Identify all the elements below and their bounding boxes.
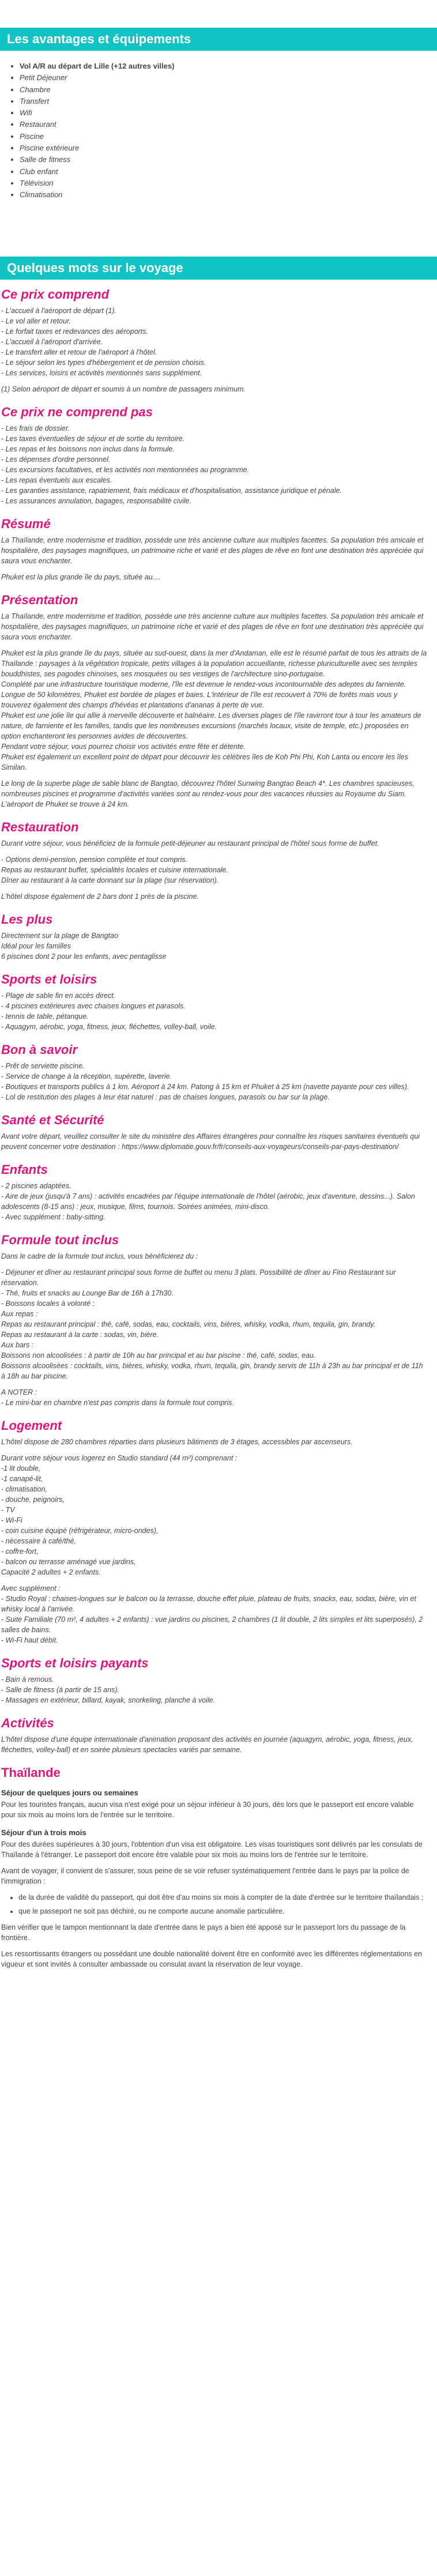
text-sejour-long: Pour des durées supérieures à 30 jours, l'obtention d'un visa est obligatoire. Les visas touristiques sont délivrés par les consulats de Thaïlande à l'étranger. Le passeport doit encore être valable pour six mois au moins lors de l'entrée sur le territoire. [1,1840,423,1859]
text-line: Avec supplément : [1,1584,61,1592]
text-line: - Wi-Fi [1,1516,22,1524]
text-line: Pendant votre séjour, vous pourrez choisir vos activités entre fête et détente. [1,743,246,751]
text-line: - Thé, fruits et snacks au Lounge Bar de 16h à 17h30. [1,1289,174,1297]
text-line: Repas au restaurant à la carte : sodas, vin, bière. [1,1331,159,1339]
text-line: - Les repas éventuels aux escales. [1,476,112,484]
text-line: Avant votre départ, veuillez consulter le site du ministère des Affaires étrangères pour connaître les risques sanitaires éventuels qui peuvent concerner votre destination : https://www.diplomatie.gouv.fr/fr/conseils-aux-voyageurs/conseils-par-pays-destination/ [1,1132,420,1151]
text-line: - Aquagym, aérobic, yoga, fitness, jeux, fléchettes, volley-ball, voile. [1,1023,217,1031]
text-line [1,642,428,648]
heading-resume: Résumé [1,517,51,531]
text-sejour-court: Pour les touristes français, aucun visa n'est exigé pour un séjour inférieur à 30 jours, dès lors que le passeport est encore valable pour six mois au moins lors de l'entrée sur le territoire. [1,1801,414,1819]
text-line: A NOTER : [1,1388,37,1396]
text-line: Phuket est également un excellent point de départ pour découvrir les célèbres îles de Koh Phi Phi, Koh Lanta ou encore les îles Similan. [1,753,408,771]
text-line: L'hôtel dispose de 280 chambres réparties dans plusieurs bâtiments de 3 étages, accessibles par ascenseurs. [1,1438,353,1446]
passport-conditions-list [1,1892,428,1916]
amenity-item: • Chambre [20,84,174,96]
amenity-item: • Télévision [20,178,174,189]
heading-les-plus: Les plus [1,912,53,927]
text-line: - 2 piscines adaptées. [1,1182,71,1190]
text-line: - Studio Royal : chaises-longues sur le balcon ou la terrasse, douche effet pluie, plateau de fruits, snacks, eau, sodas, bière, vin et whisky local à l'arrivée. [1,1595,416,1613]
text-line: - Lol de restitution des plages à leur état naturel : pas de chaises longues, parasols ou bar sur la plage. [1,1093,330,1101]
section-header-avantages: Les avantages et équipements [0,28,437,51]
text-line: La Thaïlande, entre modernisme et tradition, possède une très ancienne culture aux multiples facettes. Sa population très amicale et hospitalière, des paysages magnifiques, un patrimoine riche et varié et des plages de rêve en font une destination très appréciée qui saura vous enchanter. [1,612,424,641]
heading-formule-tout-inclus: Formule tout inclus [1,1233,119,1247]
text-line: Directement sur la plage de Bangtao [1,932,118,940]
text-line: Phuket est la plus grande île du pays, située au.... [1,573,161,581]
heading-logement: Logement [1,1418,62,1433]
text-line: - Les taxes éventuelles de séjour et de sortie du territoire. [1,435,185,443]
text-line: - Massages en extérieur, billard, kayak, snorkeling, planche à voile. [1,1696,216,1704]
text-ressortissants: Les ressortissants étrangers ou possédant une double nationalité doivent être en conformité avec les différentes réglementations en vigueur et sont invités à consulter ambassade ou consulat avant la réservation de leur voyage. [1,1950,423,1968]
heading-bon-a-savoir: Bon à savoir [1,1042,78,1057]
text-line [1,1381,428,1387]
heading-thailande: Thaïlande [1,1765,61,1780]
text-line: - Wi-Fi haut débit. [1,1636,58,1644]
text-line: - Les frais de dossier. [1,424,70,432]
amenity-item: • Club enfant [20,166,174,178]
text-line: - L'accueil à l'aéroport de départ (1). [1,307,117,315]
text-line: Dîner au restaurant à la carte donnant sur la plage (sur réservation). [1,876,219,884]
heading-activites: Activités [1,1716,54,1730]
amenity-item: • Restaurant [20,119,174,130]
text-line: Durant votre séjour vous logerez en Studio standard (44 m²) comprenant : [1,1454,238,1462]
text-line: Boissons non alcoolisées : à partir de 10h au bar principal et au bar piscine : thé, café, sodas, eau. [1,1351,316,1359]
text-line: Repas au restaurant principal : thé, café, sodas, eau, cocktails, vins, bières, whisky, vodka, rhum, tequila, gin, brandy. [1,1320,376,1328]
text-line [1,1261,428,1267]
text-line: Repas au restaurant buffet, spécialités locales et cuisine internationale. [1,866,228,874]
text-line: - Boissons locales à volonté : [1,1300,95,1308]
text-line: Capacité 2 adultes + 2 enfants. [1,1568,101,1576]
heading-enfants: Enfants [1,1162,48,1177]
text-line: 6 piscines dont 2 pour les enfants, avec pentaglisse [1,952,167,961]
text-line: Longue de 50 kilomètres, Phuket est bordée de plages et baies. L'intérieur de l'île est recouvert à 70% de forêts mais vous y trouverez également des champs d'hévéas et plantations d'ananas à perte de vue. [1,691,398,709]
text-line: - Le séjour selon les types d'hébergement et de pension choisis. [1,359,206,367]
section-header-voyage: Quelques mots sur le voyage [0,257,437,280]
heading-ce-prix-comprend: Ce prix comprend [1,287,110,302]
subheading-sejour-long: Séjour d'un à trois mois [1,1828,86,1837]
amenity-item: • Wifi [20,107,174,119]
text-line: Le long de la superbe plage de sable blanc de Bangtao, découvrez l'hôtel Sunwing Bangtao Beach 4*. Les chambres spacieuses, nombreuses piscines et programme d'activités variées sont au rendez-vous pour des vacances réussies au Royaume du Siam. L'aéroport de Phuket se trouve à 24 km. [1,779,415,808]
text-line: - 4 piscines extérieures avec chaises longues et parasols. [1,1002,186,1010]
text-line: Aux repas : [1,1310,38,1318]
amenities-list [0,61,174,201]
text-line: - Prêt de serviette piscine. [1,1062,85,1070]
text-line [1,1447,428,1453]
text-line: L'hôtel dispose d'une équipe internationale d'animation proposant des activités en journée (aquagym, aérobic, yoga, fitness, jeux, fléchettes, volley-ball) et en soirée plusieurs spectacles variés par semaine. [1,1735,413,1754]
text-line [1,886,428,891]
text-line: - coin cuisine équipé (réfrigérateur, micro-ondes), [1,1527,159,1535]
text-line: -1 canapé-lit, [1,1475,43,1483]
text-line: - Le transfert aller et retour de l'aéroport à l'hôtel. [1,348,157,356]
text-line: - Les dépenses d'ordre personnel. [1,455,111,464]
text-line: Idéal pour les familles [1,942,71,950]
text-line: - Aire de jeux (jusqu'à 7 ans) : activités encadrées par l'équipe internationale de l'hôtel (aérobic, jeux d'aventure, dessins...). Salon adolescents (8-15 ans) : jeux, musique, films, tournois. Soirées animées, mini-disco. [1,1192,415,1211]
text-line: Complété par une infrastructure touristique moderne, l'île est devenue le rendez-vous incontournable des adeptes du farniente. [1,680,406,688]
text-line [1,1577,428,1583]
amenity-item: • Transfert [20,96,174,107]
text-line: La Thaïlande, entre modernisme et tradition, possède une très ancienne culture aux multiples facettes. Sa population très amicale et hospitalière, des paysages magnifiques, un patrimoine riche et varié et des plages de rêve en font une destination très appréciée qui saura vous enchanter. [1,536,424,565]
amenity-item: • Piscine [20,131,174,142]
amenity-item: • Climatisation [20,189,174,201]
text-line: L'hôtel dispose également de 2 bars dont 1 près de la piscine. [1,892,199,901]
text-line: - Le forfait taxes et redevances des aéroports. [1,327,148,336]
text-avant-voyage: Avant de voyager, il convient de s'assurer, sous peine de se voir refuser systématiquement l'entrée dans le pays par la police de l'immigration : [1,1867,409,1885]
amenity-item: • Vol A/R au départ de Lille (+12 autres villes) [20,61,174,72]
text-line: - Les assurances annulation, bagages, responsabilité civile. [1,497,192,505]
text-line: - Les repas et les boissons non inclus dans la formule. [1,445,175,453]
text-line: - L'accueil à l'aéroport d'arrivée. [1,338,103,346]
heading-ce-prix-ne-comprend-pas: Ce prix ne comprend pas [1,405,153,419]
heading-sports-et-loisirs: Sports et loisirs [1,972,97,986]
text-line: - Plage de sable fin en accès direct. [1,992,116,1000]
text-line [1,849,428,854]
text-line: - Les services, loisirs et activités mentionnés sans supplément. [1,369,202,377]
text-line: - Les garanties assistance, rapatriement, frais médicaux et d'hospitalisation, assistance juridique et pénale. [1,487,342,495]
text-line: - Options demi-pension, pension complète et tout compris. [1,856,188,864]
text-line: Phuket est une jolie île qui allie à merveille découverte et balnéaire. Les diverses plages de l'île ravirront tour à tour les amateurs de nature, de farniente et les familles, tandis que les nombreuses excursions (marchés locaux, visite de temple, etc.) proposées en option enchanteront les personnes avides de découvertes. [1,711,421,740]
text-tampon: Bien vérifier que le tampon mentionnant la date d'entrée dans le pays a bien été apposé sur le passeport lors du passage de la frontière. [1,1923,406,1942]
amenity-item: • Salle de fitness [20,154,174,165]
text-line: - tennis de table, pétanque. [1,1012,89,1020]
condition-item: • que le passeport ne soit pas déchiré, ou ne comporte aucune anomalie particulière. [18,1906,428,1916]
text-line: - climatisation, [1,1485,47,1493]
text-line: - TV [1,1506,15,1514]
text-line: - Déjeuner et dîner au restaurant principal sous forme de buffet ou menu 3 plats. Possibilité de dîner au Fino Restaurant sur réservation. [1,1268,396,1287]
text-line: Aux bars : [1,1341,34,1349]
condition-item: • de la durée de validité du passeport, qui doit être d'au moins six mois à compter de la date d'entrée sur le territoire thaïlandais ; [18,1892,428,1903]
text-line: - Bain à remous. [1,1675,54,1684]
text-line: - Avec supplément : baby-sitting. [1,1213,106,1221]
text-line: Boissons alcoolisées : cocktails, vins, bières, whisky, vodka, rhum, tequila, gin, brandy servis de 11h à 23h au bar principal et de 11h à 18h au bar piscine. [1,1362,423,1380]
text-line: Dans le cadre de la formule tout inclus, vous bénéficierez du : [1,1252,198,1260]
text-line: - coffre-fort, [1,1547,39,1556]
text-line: - Suite Familiale (70 m², 4 adultes + 2 enfants) : vue jardins ou piscines, 2 chambres (1 lit double, 2 lits simples et lits superposés), 2 salles de bains. [1,1615,423,1634]
heading-presentation: Présentation [1,593,78,607]
text-line: - Boutiques et transports publics à 1 km. Aéroport à 24 km. Patong à 15 km et Phuket à 25 km (navette payante pour ces villes). [1,1083,409,1091]
text-line: - Le mini-bar en chambre n'est pas compris dans la formule tout compris. [1,1399,234,1407]
text-line: (1) Selon aéroport de départ et soumis à un nombre de passagers minimum. [1,385,246,393]
text-line [1,378,428,384]
heading-sante-et-securite: Santé et Sécurité [1,1113,104,1127]
heading-sports-et-loisirs-payants: Sports et loisirs payants [1,1656,149,1670]
amenity-item: • Petit Déjeuner [20,72,174,84]
text-line: Phuket est la plus grande île du pays, située au sud-ouest, dans la mer d'Andaman, elle est le résumé parfait de tous les attraits de la Thaïlande : paysages à la végétation tropicale, petits villages à la population accueillante, richesse pluriculturelle avec ses temples bouddhistes, ses pagodes chinoises, ses mosquées ou ses vestiges de l'architecture sino-portugaise. [1,649,427,678]
text-line: -1 lit double, [1,1464,41,1472]
text-line: - balcon ou terrasse aménagé vue jardins, [1,1558,136,1566]
trip-details [0,287,428,1975]
text-line [1,773,428,778]
text-line: - Les excursions facultatives, et les activités non mentionnées au programme. [1,466,250,474]
text-line: - Salle de fitness (à partir de 15 ans). [1,1686,119,1694]
text-line: Durant votre séjour, vous bénéficiez de la formule petit-déjeuner au restaurant principal de l'hôtel sous forme de buffet. [1,839,379,848]
text-line [1,566,428,572]
text-line: - nécessaire à café/thé, [1,1537,76,1545]
amenity-item: • Piscine extérieure [20,142,174,154]
subheading-sejour-court: Séjour de quelques jours ou semaines [1,1788,138,1797]
heading-restauration: Restauration [1,820,79,834]
text-line: - Service de change à la réception, supérette, laverie. [1,1072,172,1080]
text-line: - Le vol aller et retour. [1,317,71,325]
text-line: - douche, peignoirs, [1,1496,65,1504]
